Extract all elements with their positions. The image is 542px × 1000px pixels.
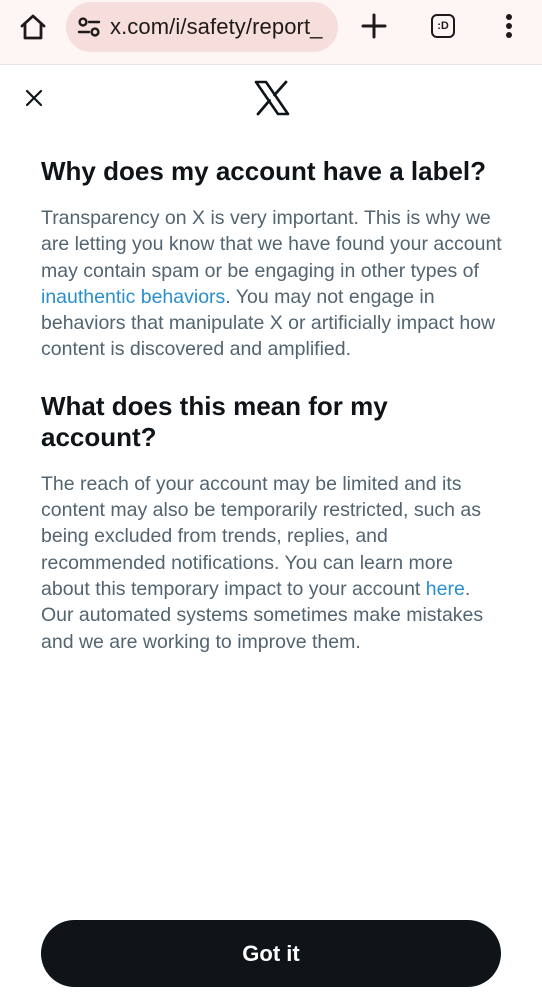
tab-switcher-button[interactable] [426, 9, 460, 43]
close-icon [24, 88, 44, 108]
close-button[interactable] [20, 84, 48, 112]
paragraph-reach [41, 471, 503, 655]
label-explanation [41, 156, 503, 655]
paragraph-transparency-text-2: . You may not engage in behaviors that manipulate X or artificially impact how content is discovered and amplified. [41, 285, 496, 361]
url-text: x.com/i/safety/report_ [110, 14, 323, 39]
more-vert-icon [504, 12, 514, 40]
heading-why-label: Why does my account have a label? [41, 156, 487, 186]
inauthentic-behaviors-link[interactable]: inauthentic behaviors [41, 285, 226, 308]
learn-more-here-link[interactable]: here [425, 577, 465, 600]
new-tab-button[interactable] [356, 8, 392, 44]
plus-icon [360, 12, 388, 40]
paragraph-reach-text-2: . Our automated systems sometimes make mistakes and we are working to improve them. [41, 577, 484, 653]
tabs-icon [431, 14, 455, 38]
paragraph-reach-text-1: The reach of your account may be limited and its content may also be temporarily restricted, such as being excluded from trends, replies, and recommended notifications. You can learn more about this temporary impact to your account [41, 472, 482, 600]
browser-toolbar [0, 0, 542, 65]
home-button[interactable] [16, 10, 50, 44]
heading-what-it-means: What does this mean for my account? [41, 390, 388, 452]
paragraph-transparency [41, 205, 503, 363]
paragraph-transparency-text-1: Transparency on X is very important. This is why we are letting you know that we have found your account may contain spam or be engaging in other types of [41, 207, 502, 282]
x-logo-icon [254, 80, 290, 116]
home-icon [18, 12, 48, 42]
got-it-button[interactable]: Got it [41, 920, 501, 987]
tabs-count: :D [437, 20, 449, 32]
browser-menu-button[interactable] [496, 8, 522, 44]
tune-icon[interactable] [76, 14, 102, 40]
address-bar[interactable] [66, 2, 338, 52]
